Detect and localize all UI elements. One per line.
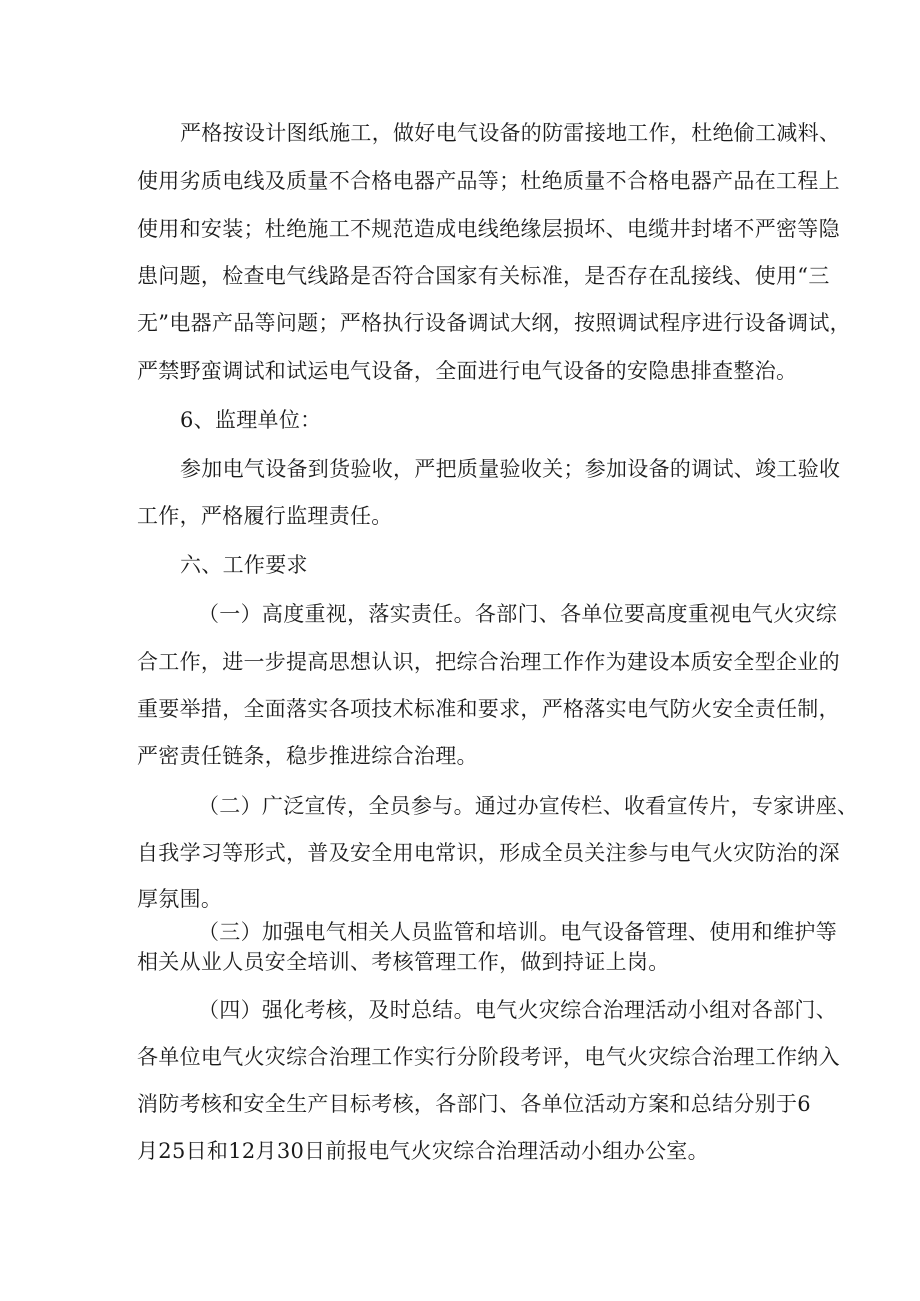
paragraph-line: 严禁野蛮调试和试运电气设备，全面进行电气设备的安隐患排查整治。 xyxy=(137,359,798,383)
paragraph-line: 合工作，进一步提高思想认识，把综合治理工作作为建设本质安全型企业的 xyxy=(137,650,840,674)
paragraph-line: 各单位电气火灾综合治理工作实行分阶段考评，电气火灾综合治理工作纳入 xyxy=(137,1045,840,1069)
paragraph-line: （一）高度重视，落实责任。各部门、各单位要高度重视电气火灾综 xyxy=(198,602,837,626)
paragraph-line: 自我学习等形式，普及安全用电常识，形成全员关注参与电气火灾防治的深 xyxy=(137,841,840,865)
paragraph-line: 工作，严格履行监理责任。 xyxy=(137,504,393,528)
section-heading: 六、工作要求 xyxy=(180,553,308,577)
paragraph-line: 相关从业人员安全培训、考核管理工作，做到持证上岗。 xyxy=(137,950,670,974)
paragraph-line: 严格按设计图纸施工，做好电气设备的防雷接地工作，杜绝偷工减料、 xyxy=(180,121,841,145)
section-heading: 6、监理单位： xyxy=(180,408,322,432)
paragraph-line: 无”电器产品等问题；严格执行设备调试大纲，按照调试程序进行设备调试， xyxy=(137,311,851,335)
paragraph-line: 严密责任链条，稳步推进综合治理。 xyxy=(137,744,478,768)
paragraph-line: 参加电气设备到货验收，严把质量验收关；参加设备的调试、竣工验收 xyxy=(180,457,841,481)
paragraph-line: （二）广泛宣传，全员参与。通过办宣传栏、收看宣传片，专家讲座、 xyxy=(198,794,859,818)
paragraph-line: 月25日和12月30日前报电气火灾综合治理活动小组办公室。 xyxy=(137,1139,709,1163)
paragraph-line: （四）强化考核，及时总结。电气火灾综合治理活动小组对各部门、 xyxy=(198,998,837,1022)
paragraph-line: 患问题，检查电气线路是否符合国家有关标准，是否存在乱接线、使用“三 xyxy=(137,264,830,288)
paragraph-line: 厚氛围。 xyxy=(137,887,223,911)
paragraph-line: 使用劣质电线及质量不合格电器产品等；杜绝质量不合格电器产品在工程上 xyxy=(137,169,840,193)
paragraph-line: 重要举措，全面落实各项技术标准和要求，严格落实电气防火安全责任制， xyxy=(137,697,840,721)
paragraph-line: 使用和安装；杜绝施工不规范造成电线绝缘层损坏、电缆井封堵不严密等隐 xyxy=(137,217,840,241)
paragraph-line: 消防考核和安全生产目标考核，各部门、各单位活动方案和总结分别于6 xyxy=(137,1092,811,1116)
paragraph-line: （三）加强电气相关人员监管和培训。电气设备管理、使用和维护等 xyxy=(198,920,837,944)
